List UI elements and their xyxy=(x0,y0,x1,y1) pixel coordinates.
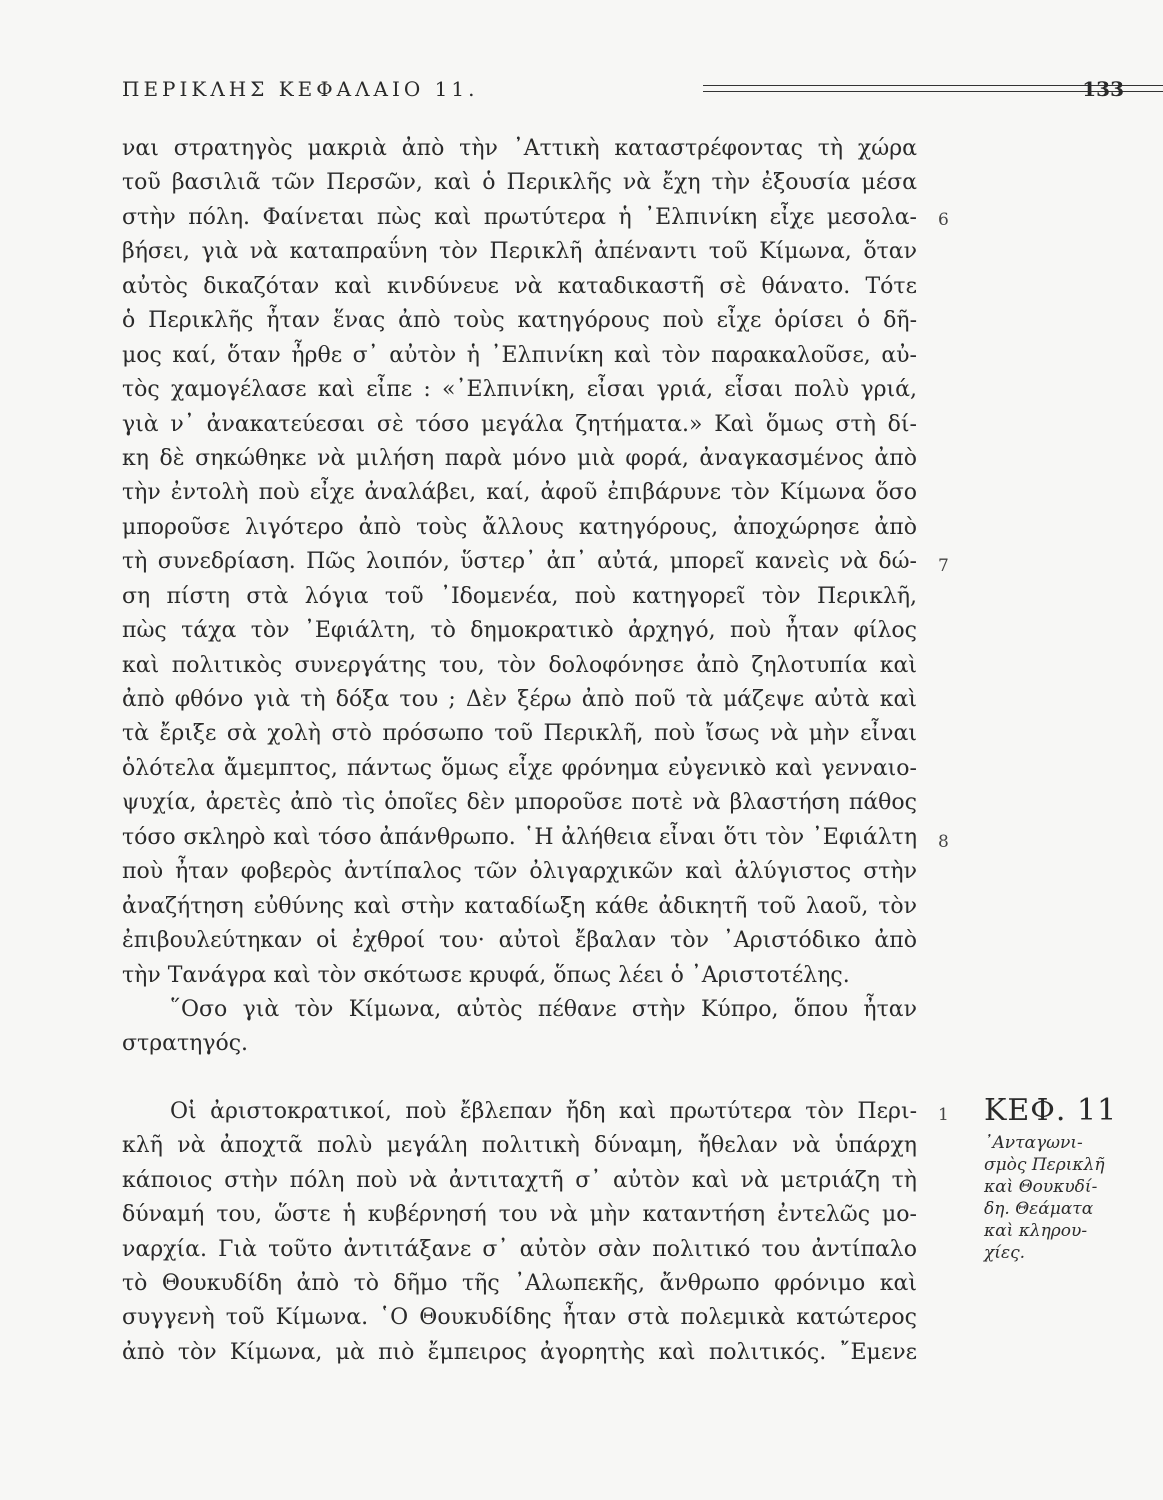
text-line: βήσει, γιὰ νὰ καταπραΰνη τὸν Περικλῆ ἀπέναντι τοῦ Κίμωνα, ὅταν xyxy=(122,239,917,265)
text-line: ἐπιβουλεύτηκαν οἱ ἐχθροί του· αὐτοὶ ἔβαλαν τὸν ᾿Αριστόδικο ἀπὸ xyxy=(122,928,917,954)
chapter-summary-line: καὶ Θουκυδί- xyxy=(984,1177,1098,1197)
text-line: τὰ ἔριξε σὰ χολὴ στὸ πρόσωπο τοῦ Περικλῆ, ποὺ ἴσως νὰ μὴν εἶναι xyxy=(122,721,917,747)
text-line: κάποιος στὴν πόλη ποὺ νὰ ἀντιταχτῆ σ᾿ αὐτὸν καὶ νὰ μετριάζη τὴ xyxy=(122,1167,917,1193)
text-line: στρατηγός. xyxy=(122,1031,249,1057)
text-line: μος καί, ὅταν ἦρθε σ᾿ αὐτὸν ἡ ᾿Ελπινίκη καὶ τὸν παρακαλοῦσε, αὐ- xyxy=(122,342,917,368)
chapter-summary-line: χίες. xyxy=(984,1243,1026,1263)
text-line: γιὰ ν᾿ ἀνακατεύεσαι σὲ τόσο μεγάλα ζητήματα.» Καὶ ὅμως στὴ δί- xyxy=(122,411,917,437)
margin-number-7: 7 xyxy=(938,556,949,576)
text-line: τὴν ἐντολὴ ποὺ εἶχε ἀναλάβει, καί, ἀφοῦ ἐπιβάρυνε τὸν Κίμωνα ὅσο xyxy=(122,480,917,506)
running-title: ΠΕΡΙΚΛΗΣ ΚΕΦΑΛΑΙΟ 11. xyxy=(122,77,479,101)
margin-number-8: 8 xyxy=(938,832,949,852)
text-line: κη δὲ σηκώθηκε νὰ μιλήση παρὰ μόνο μιὰ φορά, ἀναγκασμένος ἀπὸ xyxy=(122,445,917,471)
page-number: 133 xyxy=(1082,77,1124,101)
text-line: καὶ πολιτικὸς συνεργάτης του, τὸν δολοφόνησε ἀπὸ ζηλοτυπία καὶ xyxy=(122,652,917,678)
text-line: πὼς τάχα τὸν ᾿Εφιάλτη, τὸ δημοκρατικὸ ἀρχηγό, ποὺ ἦταν φίλος xyxy=(122,618,917,644)
text-line: ὁλότελα ἄμεμπτος, πάντως ὅμως εἶχε φρόνημα εὐγενικὸ καὶ γενναιο- xyxy=(122,755,917,781)
text-line: ψυχία, ἀρετὲς ἀπὸ τὶς ὁποῖες δὲν μποροῦσε ποτὲ νὰ βλαστήση πάθος xyxy=(122,790,917,816)
text-line: τοῦ βασιλιᾶ τῶν Περσῶν, καὶ ὁ Περικλῆς νὰ ἔχη τὴν ἐξουσία μέσα xyxy=(122,170,917,196)
text-line: στὴν πόλη. Φαίνεται πὼς καὶ πρωτύτερα ἡ ᾿Ελπινίκη εἶχε μεσολα- xyxy=(122,204,917,230)
text-line: ναι στρατηγὸς μακριὰ ἀπὸ τὴν ᾿Αττικὴ καταστρέφοντας τὴ χώρα xyxy=(122,136,917,161)
text-line: ἀπὸ τὸν Κίμωνα, μὰ πιὸ ἔμπειρος ἀγορητὴς καὶ πολιτικός. ῎Εμενε xyxy=(122,1339,917,1365)
main-text xyxy=(122,132,917,1370)
text-line: κλῆ νὰ ἀποχτᾶ πολὺ μεγάλη πολιτικὴ δύναμη, ἤθελαν νὰ ὑπάρχη xyxy=(122,1133,917,1159)
chapter-summary-line: καὶ κληρου- xyxy=(984,1221,1088,1241)
text-line: τὴν Τανάγρα καὶ τὸν σκότωσε κρυφά, ὅπως λέει ὁ ᾿Αριστοτέλης. xyxy=(122,962,850,988)
chapter-summary-line: σμὸς Περικλῆ xyxy=(984,1155,1105,1175)
text-line: ἀπὸ φθόνο γιὰ τὴ δόξα του ; Δὲν ξέρω ἀπὸ ποῦ τὰ μάζεψε αὐτὰ καὶ xyxy=(122,687,917,712)
text-line: δύναμή του, ὥστε ἡ κυβέρνησή του νὰ μὴν καταντήση ἐντελῶς μο- xyxy=(122,1202,917,1228)
text-line: αὐτὸς δικαζόταν καὶ κινδύνευε νὰ καταδικαστῆ σὲ θάνατο. Τότε xyxy=(122,273,917,299)
text-line: Οἱ ἀριστοκρατικοί, ποὺ ἔβλεπαν ἤδη καὶ πρωτύτερα τὸν Περι- xyxy=(170,1098,917,1124)
margin-summary xyxy=(984,1093,1129,1264)
margin-number-6: 6 xyxy=(938,210,949,230)
chapter-heading: ΚΕΦ. 11 xyxy=(984,1093,1118,1128)
text-line: ποὺ ἦταν φοβερὸς ἀντίπαλος τῶν ὀλιγαρχικῶν καὶ ἀλύγιστος στὴν xyxy=(122,859,917,885)
text-line: τὴ συνεδρίαση. Πῶς λοιπόν, ὕστερ᾿ ἀπ᾿ αὐτά, μπορεῖ κανεὶς νὰ δώ- xyxy=(122,549,917,575)
chapter-summary-line: δη. Θεάματα xyxy=(984,1199,1094,1219)
text-line: ὁ Περικλῆς ἦταν ἕνας ἀπὸ τοὺς κατηγόρους ποὺ εἶχε ὁρίσει ὁ δῆ- xyxy=(122,308,917,334)
text-line: συγγενὴ τοῦ Κίμωνα. ῾Ο Θουκυδίδης ἦταν στὰ πολεμικὰ κατώτερος xyxy=(122,1305,917,1331)
text-line: τὸ Θουκυδίδη ἀπὸ τὸ δῆμο τῆς ᾿Αλωπεκῆς, ἄνθρωπο φρόνιμο καὶ xyxy=(122,1271,917,1296)
margin-number-1: 1 xyxy=(938,1105,949,1125)
running-header xyxy=(122,77,1127,107)
text-line: μποροῦσε λιγότερο ἀπὸ τοὺς ἄλλους κατηγόρους, ἀποχώρησε ἀπὸ xyxy=(122,514,917,540)
text-line: ση πίστη στὰ λόγια τοῦ ᾿Ιδομενέα, ποὺ κατηγορεῖ τὸν Περικλῆ, xyxy=(122,583,917,609)
text-line: τόσο σκληρὸ καὶ τόσο ἀπάνθρωπο. ῾Η ἀλήθεια εἶναι ὅτι τὸν ᾿Εφιάλτη xyxy=(122,824,917,850)
text-line: ναρχία. Γιὰ τοῦτο ἀντιτάξανε σ᾿ αὐτὸν σὰν πολιτικό του ἀντίπαλο xyxy=(122,1236,917,1262)
chapter-summary-line: ᾿Ανταγωνι- xyxy=(984,1133,1083,1153)
text-line: ῞Οσο γιὰ τὸν Κίμωνα, αὐτὸς πέθανε στὴν Κύπρο, ὅπου ἦταν xyxy=(170,996,917,1022)
text-line: ἀναζήτηση εὐθύνης καὶ στὴν καταδίωξη κάθε ἀδικητῆ τοῦ λαοῦ, τὸν xyxy=(122,893,917,919)
text-line: τὸς χαμογέλασε καὶ εἶπε : «᾿Ελπινίκη, εἶσαι γριά, εἶσαι πολὺ γριά, xyxy=(122,377,917,403)
